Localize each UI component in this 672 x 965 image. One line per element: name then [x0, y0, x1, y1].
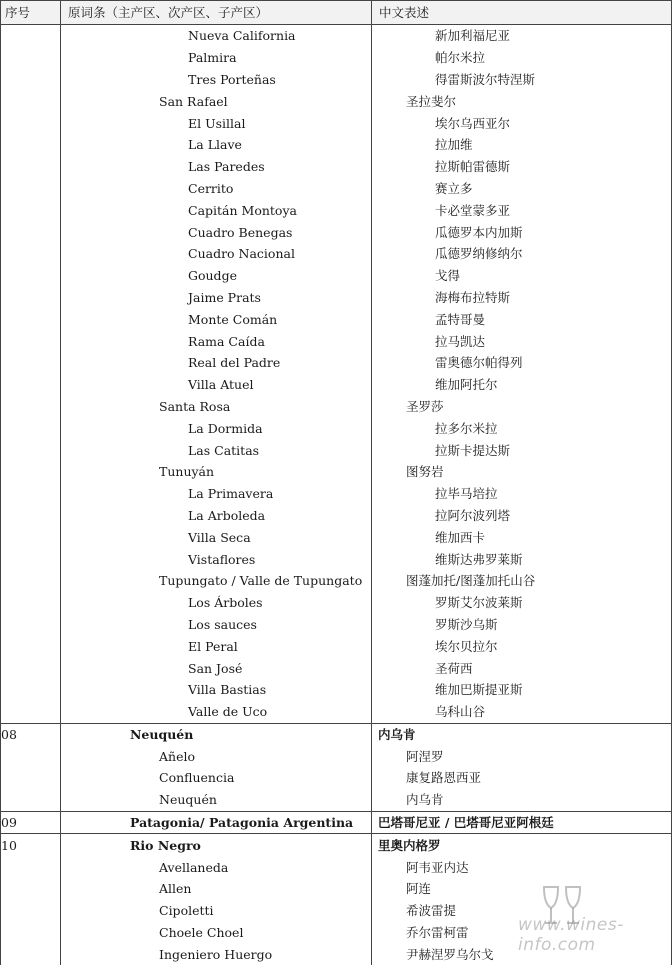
table-row — [1, 679, 672, 701]
original-term: La Arboleda — [61, 505, 372, 527]
original-term: Confluencia — [61, 767, 372, 789]
row-number — [1, 679, 61, 701]
original-term: Valle de Uco — [61, 701, 372, 723]
row-number — [1, 789, 61, 811]
original-term: Allen — [61, 878, 372, 900]
row-number — [1, 657, 61, 679]
original-term: Choele Choel — [61, 922, 372, 944]
chinese-term: 赛立多 — [372, 178, 672, 200]
table-row — [1, 745, 672, 767]
original-term: San Rafael — [61, 90, 372, 112]
chinese-term: 圣罗莎 — [372, 396, 672, 418]
table-row — [1, 461, 672, 483]
original-term: Patagonia/ Patagonia Argentina — [61, 811, 372, 834]
table-row — [1, 483, 672, 505]
table-row — [1, 47, 672, 69]
row-number — [1, 548, 61, 570]
chinese-term: 帕尔米拉 — [372, 47, 672, 69]
table-row — [1, 723, 672, 745]
row-number: 08 — [1, 723, 61, 745]
chinese-term: 图蓬加托/图蓬加托山谷 — [372, 570, 672, 592]
original-term: Tunuyán — [61, 461, 372, 483]
table-row — [1, 287, 672, 309]
original-term: Villa Seca — [61, 526, 372, 548]
chinese-term: 内乌肯 — [372, 723, 672, 745]
row-number — [1, 745, 61, 767]
original-term: Neuquén — [61, 723, 372, 745]
original-term: Villa Bastias — [61, 679, 372, 701]
row-number — [1, 592, 61, 614]
chinese-term: 新加利福尼亚 — [372, 25, 672, 47]
original-term: Rama Caída — [61, 330, 372, 352]
row-number — [1, 922, 61, 944]
table-row — [1, 614, 672, 636]
table-row — [1, 811, 672, 834]
original-term: Santa Rosa — [61, 396, 372, 418]
original-term: Tupungato / Valle de Tupungato — [61, 570, 372, 592]
chinese-term: 希波雷提 — [372, 900, 672, 922]
chinese-term: 拉斯卡提达斯 — [372, 439, 672, 461]
row-number — [1, 505, 61, 527]
original-term: Las Paredes — [61, 156, 372, 178]
table-row — [1, 352, 672, 374]
original-term: Capitán Montoya — [61, 199, 372, 221]
original-term: Real del Padre — [61, 352, 372, 374]
row-number — [1, 243, 61, 265]
original-term: Cuadro Nacional — [61, 243, 372, 265]
table-row — [1, 221, 672, 243]
chinese-term: 阿韦亚内达 — [372, 856, 672, 878]
row-number: 10 — [1, 834, 61, 856]
chinese-term: 康复路恩西亚 — [372, 767, 672, 789]
row-number — [1, 374, 61, 396]
chinese-term: 孟特哥曼 — [372, 308, 672, 330]
row-number — [1, 396, 61, 418]
table-row — [1, 199, 672, 221]
original-term: Ingeniero Huergo — [61, 943, 372, 965]
chinese-term: 罗斯艾尔波莱斯 — [372, 592, 672, 614]
table-header — [1, 1, 672, 25]
original-term: Los Árboles — [61, 592, 372, 614]
row-number: 09 — [1, 811, 61, 834]
watermark-text: www.wines-info.com — [518, 915, 624, 955]
original-term: Las Catitas — [61, 439, 372, 461]
table-row — [1, 548, 672, 570]
row-number — [1, 134, 61, 156]
row-number — [1, 900, 61, 922]
original-term: Villa Atuel — [61, 374, 372, 396]
chinese-term: 得雷斯波尔特涅斯 — [372, 69, 672, 91]
chinese-term: 雷奥德尔帕得列 — [372, 352, 672, 374]
chinese-term: 圣荷西 — [372, 657, 672, 679]
table-row — [1, 943, 672, 965]
chinese-term: 巴塔哥尼亚 / 巴塔哥尼亚阿根廷 — [372, 811, 672, 834]
original-term: Los sauces — [61, 614, 372, 636]
table-row — [1, 25, 672, 47]
chinese-term: 拉斯帕雷德斯 — [372, 156, 672, 178]
table-row — [1, 900, 672, 922]
row-number — [1, 178, 61, 200]
row-number — [1, 90, 61, 112]
row-number — [1, 701, 61, 723]
table-row — [1, 243, 672, 265]
table-row — [1, 592, 672, 614]
chinese-term: 卡必堂蒙多亚 — [372, 199, 672, 221]
chinese-term: 阿连 — [372, 878, 672, 900]
original-term: Cipoletti — [61, 900, 372, 922]
original-term: Avellaneda — [61, 856, 372, 878]
table-row — [1, 526, 672, 548]
chinese-term: 里奥内格罗 — [372, 834, 672, 856]
table-row — [1, 505, 672, 527]
chinese-term: 埃尔乌西亚尔 — [372, 112, 672, 134]
row-number — [1, 943, 61, 965]
row-number — [1, 614, 61, 636]
row-number — [1, 308, 61, 330]
table-row — [1, 308, 672, 330]
header-chinese: 中文表述 — [372, 1, 672, 25]
row-number — [1, 156, 61, 178]
table-row — [1, 789, 672, 811]
chinese-term: 拉阿尔波列塔 — [372, 505, 672, 527]
table-row — [1, 112, 672, 134]
row-number — [1, 856, 61, 878]
table-row — [1, 767, 672, 789]
chinese-term: 维加阿托尔 — [372, 374, 672, 396]
original-term: Cuadro Benegas — [61, 221, 372, 243]
table-row — [1, 657, 672, 679]
chinese-term: 阿涅罗 — [372, 745, 672, 767]
chinese-term: 埃尔贝拉尔 — [372, 635, 672, 657]
header-original: 原词条（主产区、次产区、子产区） — [61, 1, 372, 25]
table-row — [1, 330, 672, 352]
chinese-term: 戈得 — [372, 265, 672, 287]
chinese-term: 拉马凯达 — [372, 330, 672, 352]
original-term: Neuquén — [61, 789, 372, 811]
original-term: Rio Negro — [61, 834, 372, 856]
table-row — [1, 90, 672, 112]
row-number — [1, 878, 61, 900]
original-term: La Dormida — [61, 417, 372, 439]
original-term: La Llave — [61, 134, 372, 156]
row-number — [1, 767, 61, 789]
chinese-term: 海梅布拉特斯 — [372, 287, 672, 309]
original-term: Jaime Prats — [61, 287, 372, 309]
table-row — [1, 439, 672, 461]
row-number — [1, 483, 61, 505]
row-number — [1, 570, 61, 592]
chinese-term: 圣拉斐尔 — [372, 90, 672, 112]
table-row — [1, 856, 672, 878]
row-number — [1, 112, 61, 134]
original-term: La Primavera — [61, 483, 372, 505]
chinese-term: 维加巴斯提亚斯 — [372, 679, 672, 701]
chinese-term: 维加西卡 — [372, 526, 672, 548]
row-number — [1, 69, 61, 91]
row-number — [1, 199, 61, 221]
row-number — [1, 221, 61, 243]
table-row — [1, 417, 672, 439]
table-row — [1, 178, 672, 200]
row-number — [1, 25, 61, 47]
chinese-term: 图努岩 — [372, 461, 672, 483]
table-row — [1, 922, 672, 944]
table-row — [1, 156, 672, 178]
chinese-term: 内乌肯 — [372, 789, 672, 811]
table-row — [1, 134, 672, 156]
original-term: Vistaflores — [61, 548, 372, 570]
table-row — [1, 878, 672, 900]
row-number — [1, 526, 61, 548]
original-term: Palmira — [61, 47, 372, 69]
original-term: Tres Porteñas — [61, 69, 372, 91]
chinese-term: 乌科山谷 — [372, 701, 672, 723]
table-row — [1, 265, 672, 287]
chinese-term: 拉加维 — [372, 134, 672, 156]
chinese-term: 拉多尔米拉 — [372, 417, 672, 439]
row-number — [1, 635, 61, 657]
table-row — [1, 374, 672, 396]
original-term: Añelo — [61, 745, 372, 767]
row-number — [1, 265, 61, 287]
chinese-term: 尹赫涅罗乌尔戈 — [372, 943, 672, 965]
original-term: Nueva California — [61, 25, 372, 47]
chinese-term: 瓜德罗纳修纳尔 — [372, 243, 672, 265]
row-number — [1, 439, 61, 461]
chinese-term: 乔尔雷柯雷 — [372, 922, 672, 944]
table-row — [1, 635, 672, 657]
row-number — [1, 461, 61, 483]
original-term: San José — [61, 657, 372, 679]
table-row — [1, 701, 672, 723]
chinese-term: 瓜德罗本内加斯 — [372, 221, 672, 243]
row-number — [1, 47, 61, 69]
row-number — [1, 287, 61, 309]
original-term: Monte Comán — [61, 308, 372, 330]
original-term: Goudge — [61, 265, 372, 287]
original-term: Cerrito — [61, 178, 372, 200]
original-term: El Peral — [61, 635, 372, 657]
table-row — [1, 396, 672, 418]
table-row — [1, 69, 672, 91]
original-term: El Usillal — [61, 112, 372, 134]
row-number — [1, 352, 61, 374]
chinese-term: 罗斯沙乌斯 — [372, 614, 672, 636]
table-row — [1, 834, 672, 856]
header-num: 序号 — [1, 1, 61, 25]
chinese-term: 拉毕马培拉 — [372, 483, 672, 505]
table-row — [1, 570, 672, 592]
chinese-term: 维斯达弗罗莱斯 — [372, 548, 672, 570]
row-number — [1, 330, 61, 352]
row-number — [1, 417, 61, 439]
